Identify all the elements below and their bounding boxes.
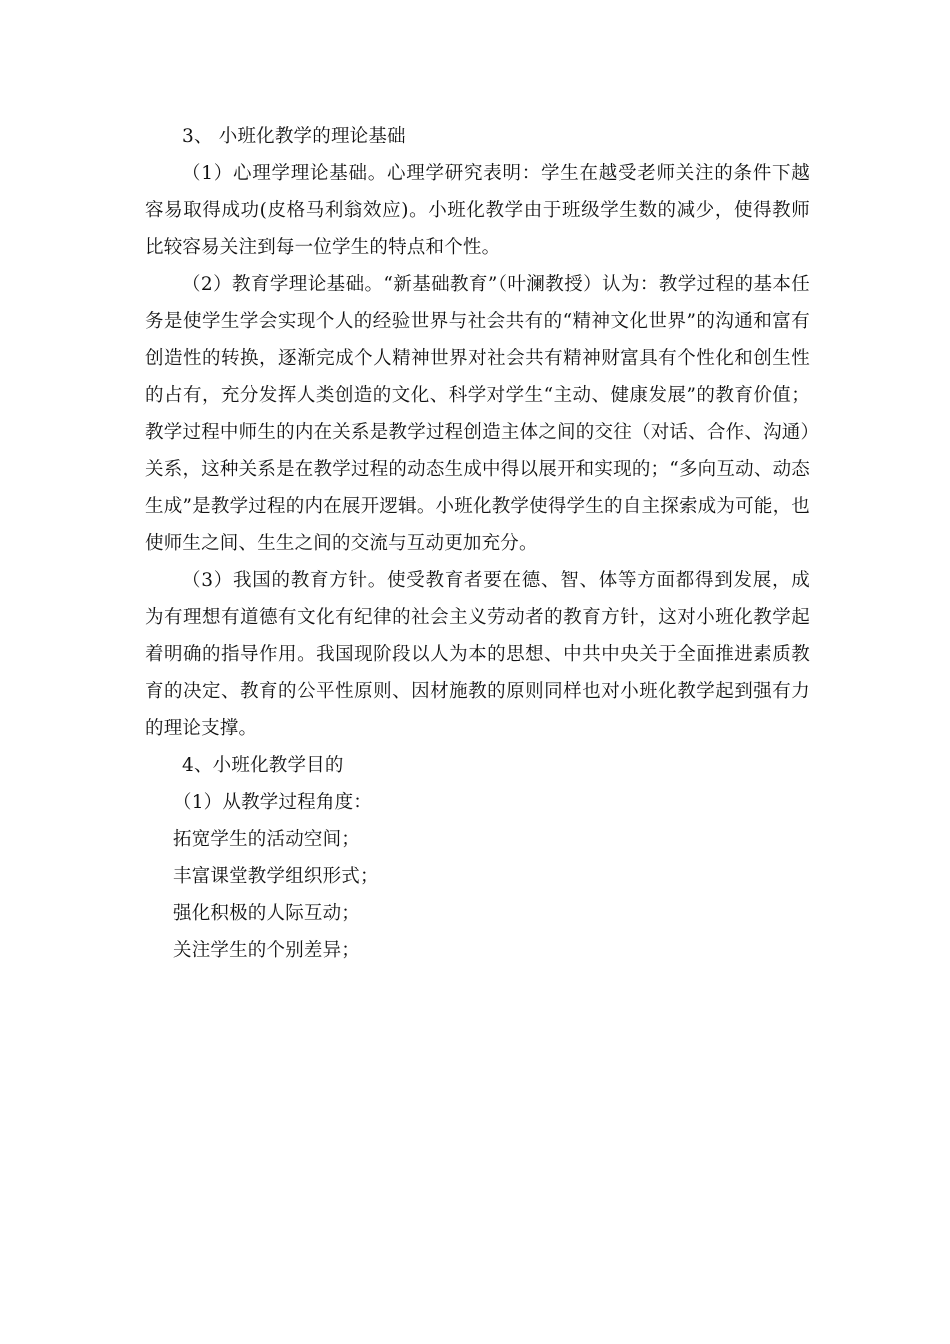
list-item: 拓宽学生的活动空间； xyxy=(173,829,361,850)
paragraph-pedagogy-basis: （2）教育学理论基础。“新基础教育”（叶澜教授）认为：教学过程的基本任务是使学生学会实现个人的经验世界与社会共有的“精神文化世界”的沟通和富有创造性的转换，逐渐完成个人精神世界对社会共有精神财富具有个性化和创生性的占有，充分发挥人类创造的文化、科学对学生“主动、健康发展”的教育价值；教学过程中师生的内在关系是教学过程创造主体之间的交往（对话、合作、沟通）关系，这种关系是在教学过程的动态生成中得以展开和实现的；“多向互动、动态生成”是教学过程的内在展开逻辑。小班化教学使得学生的自主探索成为可能，也使师生之间、生生之间的交流与互动更加充分。 xyxy=(145,274,810,554)
paragraph-education-policy: （3）我国的教育方针。使受教育者要在德、智、体等方面都得到发展，成为有理想有道德有文化有纪律的社会主义劳动者的教育方针，这对小班化教学起着明确的指导作用。我国现阶段以人为本的思想、中共中央关于全面推进素质教育的决定、教育的公平性原则、因材施教的原则同样也对小班化教学起到强有力的理论支撑。 xyxy=(145,570,810,739)
document-body xyxy=(145,118,810,969)
list-item: 强化积极的人际互动； xyxy=(173,903,361,924)
subsection-1-heading: （1）从教学过程角度： xyxy=(173,792,372,813)
list-item: 关注学生的个别差异； xyxy=(173,940,361,961)
section-3-heading: 3、 小班化教学的理论基础 xyxy=(182,126,406,147)
paragraph-psychology-basis: （1）心理学理论基础。心理学研究表明：学生在越受老师关注的条件下越容易取得成功(皮格马利翁效应)。小班化教学由于班级学生数的减少，使得教师比较容易关注到每一位学生的特点和个性。 xyxy=(145,163,810,258)
list-item: 丰富课堂教学组织形式； xyxy=(173,866,379,887)
section-4-heading: 4、小班化教学目的 xyxy=(182,755,344,776)
